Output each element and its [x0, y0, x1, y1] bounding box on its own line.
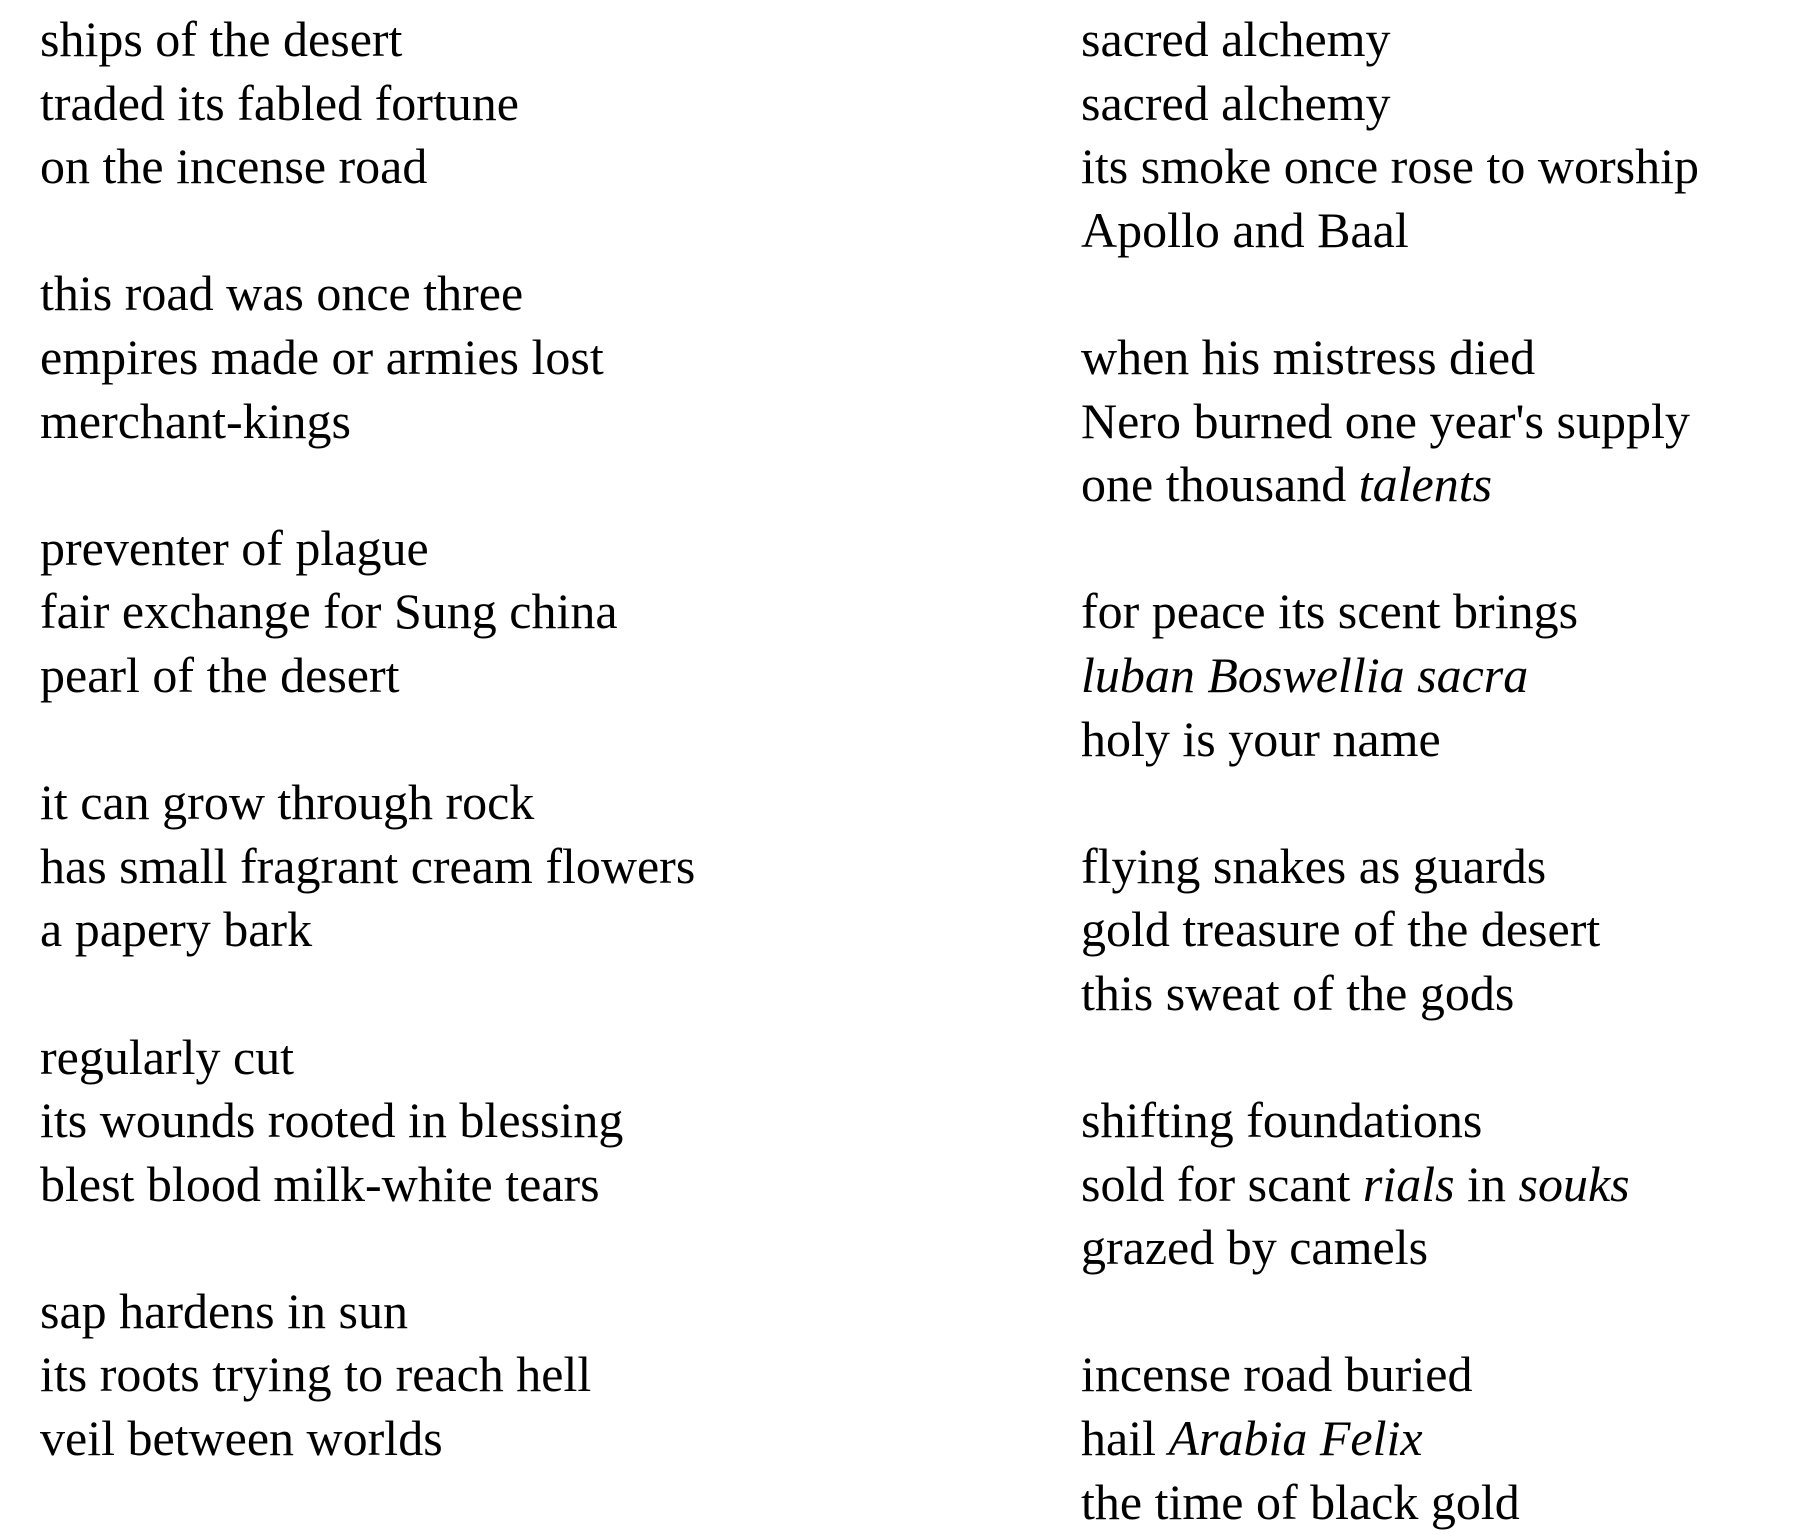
poem-line [1081, 1471, 1781, 1535]
line-text: sap hardens in sun [40, 1282, 408, 1339]
line-text: this sweat of the gods [1081, 964, 1515, 1021]
line-text: gold treasure of the desert [1081, 901, 1601, 958]
line-text: merchant-kings [40, 392, 352, 449]
stanza-break [40, 199, 1040, 263]
line-text: empires made or armies lost [40, 328, 604, 385]
line-text: blest blood milk-white tears [40, 1155, 600, 1212]
line-text: has small fragrant cream flowers [40, 837, 696, 894]
poem-line [1081, 1407, 1781, 1471]
italic-text: luban Boswellia sacra [1081, 646, 1529, 703]
line-text: in [1454, 1155, 1519, 1212]
stanza-break [40, 453, 1040, 517]
poem-line [1081, 962, 1781, 1026]
line-text: a papery bark [40, 901, 313, 958]
poem-line [1081, 8, 1781, 72]
poem-line [1081, 898, 1781, 962]
poem-line [1081, 453, 1781, 517]
line-text: traded its fabled fortune [40, 74, 519, 131]
poem-line [1081, 835, 1781, 899]
stanza-break [1081, 771, 1781, 835]
line-text: shifting foundations [1081, 1092, 1483, 1149]
poem-line [1081, 326, 1781, 390]
poem-line [40, 835, 1040, 899]
poem-right-column [1081, 8, 1781, 1534]
poem-line [40, 262, 1040, 326]
line-text: regularly cut [40, 1028, 295, 1085]
poem-line [40, 1407, 1040, 1471]
line-text: one thousand [1081, 456, 1359, 513]
stanza-break [1081, 262, 1781, 326]
line-text: flying snakes as guards [1081, 837, 1547, 894]
poem-line [1081, 199, 1781, 263]
stanza-break [1081, 1280, 1781, 1344]
poem-line [40, 898, 1040, 962]
stanza-break [40, 1216, 1040, 1280]
stanza-break [40, 708, 1040, 772]
poem-line [40, 8, 1040, 72]
line-text: for peace its scent brings [1081, 583, 1579, 640]
poem-line [1081, 708, 1781, 772]
line-text: grazed by camels [1081, 1219, 1429, 1276]
poem-line [1081, 1343, 1781, 1407]
line-text: the time of black gold [1081, 1473, 1520, 1530]
poem-line [40, 580, 1040, 644]
poem-line [1081, 72, 1781, 136]
poem-line [40, 1153, 1040, 1217]
poem-line [40, 72, 1040, 136]
line-text: when his mistress died [1081, 328, 1536, 385]
poem-line [1081, 390, 1781, 454]
line-text: holy is your name [1081, 710, 1441, 767]
line-text: on the incense road [40, 138, 428, 195]
line-text: this road was once three [40, 265, 524, 322]
poem-line [1081, 1216, 1781, 1280]
poem-line [40, 1280, 1040, 1344]
italic-text: talents [1358, 456, 1493, 513]
poem-line [40, 771, 1040, 835]
line-text: preventer of plague [40, 519, 429, 576]
line-text: its roots trying to reach hell [40, 1346, 592, 1403]
poem-line [1081, 1089, 1781, 1153]
poem-line [1081, 644, 1781, 708]
line-text: its smoke once rose to worship [1081, 138, 1699, 195]
line-text: sacred alchemy [1081, 74, 1391, 131]
stanza-break [40, 962, 1040, 1026]
poem-line [40, 135, 1040, 199]
line-text: ships of the desert [40, 11, 403, 67]
poem-line [40, 1343, 1040, 1407]
poem-line [40, 390, 1040, 454]
poem-line [40, 517, 1040, 581]
stanza-break [1081, 1026, 1781, 1090]
line-text: veil between worlds [40, 1410, 443, 1467]
line-text: incense road buried [1081, 1346, 1473, 1403]
line-text: hail [1081, 1410, 1169, 1467]
line-text: Nero burned one year's supply [1081, 392, 1690, 449]
line-text: its wounds rooted in blessing [40, 1092, 624, 1149]
poem-line [1081, 135, 1781, 199]
poem-line [40, 1026, 1040, 1090]
line-text: Apollo and Baal [1081, 201, 1409, 258]
line-text: it can grow through rock [40, 774, 535, 831]
poem-line [1081, 580, 1781, 644]
italic-text: rials [1362, 1155, 1455, 1212]
line-text: pearl of the desert [40, 646, 400, 703]
italic-text: souks [1518, 1155, 1630, 1212]
poem-line [1081, 1153, 1781, 1217]
line-text: fair exchange for Sung china [40, 583, 618, 640]
poem-line [40, 1089, 1040, 1153]
stanza-break [1081, 517, 1781, 581]
italic-text: Arabia Felix [1168, 1410, 1423, 1467]
poem-left-column [40, 8, 1040, 1471]
poem-line [40, 644, 1040, 708]
line-text: sacred alchemy [1081, 11, 1391, 67]
line-text: sold for scant [1081, 1155, 1363, 1212]
poem-line [40, 326, 1040, 390]
